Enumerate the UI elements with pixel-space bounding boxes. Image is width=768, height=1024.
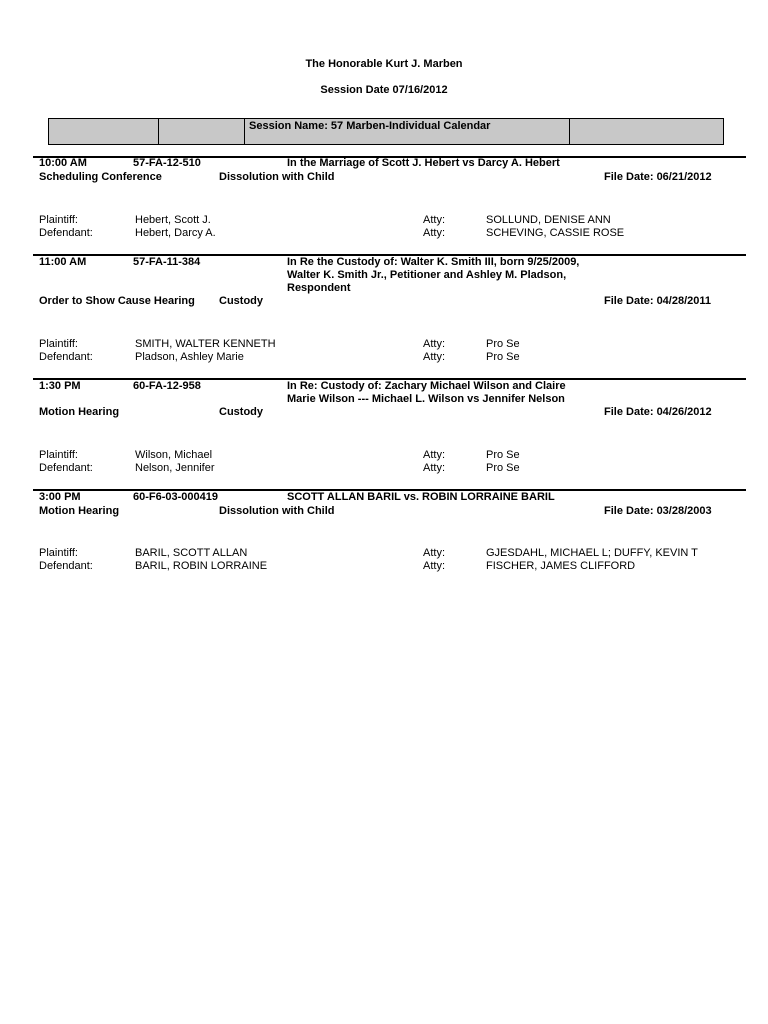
atty-label: Atty:	[423, 462, 446, 474]
session-banner	[48, 118, 724, 145]
defendant-label: Defendant:	[39, 462, 93, 474]
file-date: File Date: 03/28/2003	[604, 505, 712, 517]
file-date: File Date: 06/21/2012	[604, 171, 712, 183]
plaintiff-label: Plaintiff:	[39, 547, 78, 559]
plaintiff-atty: Pro Se	[486, 338, 520, 350]
defendant-label: Defendant:	[39, 227, 93, 239]
case-caption-line: In the Marriage of Scott J. Hebert vs Darcy A. Hebert	[287, 157, 560, 169]
plaintiff-label: Plaintiff:	[39, 214, 78, 226]
atty-label: Atty:	[423, 227, 446, 239]
defendant-atty: FISCHER, JAMES CLIFFORD	[486, 560, 636, 572]
plaintiff-name: Wilson, Michael	[135, 449, 213, 461]
case-caption-line: Walter K. Smith Jr., Petitioner and Ashley M. Pladson,	[287, 269, 567, 281]
hearing-type: Motion Hearing	[39, 406, 120, 418]
case-number: 60-F6-03-000419	[133, 491, 219, 503]
atty-label: Atty:	[423, 351, 446, 363]
banner-cell-session-name	[244, 119, 570, 144]
case-caption-line: Respondent	[287, 282, 351, 294]
case-caption-line: Marie Wilson --- Michael L. Wilson vs Jennifer Nelson	[287, 393, 565, 405]
judge-name: The Honorable Kurt J. Marben	[305, 58, 463, 70]
defendant-name: Nelson, Jennifer	[135, 462, 215, 474]
case-time: 3:00 PM	[39, 491, 81, 503]
session-name: Session Name: 57 Marben-Individual Calendar	[249, 120, 491, 132]
case-caption-line: In Re the Custody of: Walter K. Smith III, born 9/25/2009,	[287, 256, 580, 268]
case-type: Dissolution with Child	[219, 505, 335, 517]
hearing-type: Scheduling Conference	[39, 171, 162, 183]
case-number: 60-FA-12-958	[133, 380, 201, 392]
plaintiff-atty: Pro Se	[486, 449, 520, 461]
case-number: 57-FA-11-384	[133, 256, 201, 268]
file-date: File Date: 04/26/2012	[604, 406, 712, 418]
atty-label: Atty:	[423, 547, 446, 559]
plaintiff-name: BARIL, SCOTT ALLAN	[135, 547, 248, 559]
plaintiff-label: Plaintiff:	[39, 449, 78, 461]
plaintiff-name: SMITH, WALTER KENNETH	[135, 338, 276, 350]
defendant-atty: Pro Se	[486, 351, 520, 363]
case-type: Custody	[219, 406, 263, 418]
atty-label: Atty:	[423, 560, 446, 572]
atty-label: Atty:	[423, 214, 446, 226]
atty-label: Atty:	[423, 338, 446, 350]
case-time: 11:00 AM	[39, 256, 87, 268]
case-type: Dissolution with Child	[219, 171, 335, 183]
banner-cell-2	[158, 119, 245, 144]
case-caption-line: SCOTT ALLAN BARIL vs. ROBIN LORRAINE BARIL	[287, 491, 555, 503]
plaintiff-label: Plaintiff:	[39, 338, 78, 350]
defendant-name: BARIL, ROBIN LORRAINE	[135, 560, 268, 572]
case-type: Custody	[219, 295, 263, 307]
defendant-name: Pladson, Ashley Marie	[135, 351, 244, 363]
defendant-atty: SCHEVING, CASSIE ROSE	[486, 227, 625, 239]
plaintiff-atty: SOLLUND, DENISE ANN	[486, 214, 611, 226]
defendant-label: Defendant:	[39, 560, 93, 572]
plaintiff-atty: GJESDAHL, MICHAEL L; DUFFY, KEVIN T	[486, 547, 698, 559]
case-caption-line: In Re: Custody of: Zachary Michael Wilson and Claire	[287, 380, 566, 392]
plaintiff-name: Hebert, Scott J.	[135, 214, 211, 226]
banner-cell-1	[49, 119, 159, 144]
defendant-atty: Pro Se	[486, 462, 520, 474]
atty-label: Atty:	[423, 449, 446, 461]
case-time: 1:30 PM	[39, 380, 81, 392]
hearing-type: Motion Hearing	[39, 505, 120, 517]
defendant-name: Hebert, Darcy A.	[135, 227, 216, 239]
case-number: 57-FA-12-510	[133, 157, 201, 169]
defendant-label: Defendant:	[39, 351, 93, 363]
case-time: 10:00 AM	[39, 157, 87, 169]
file-date: File Date: 04/28/2011	[604, 295, 712, 307]
session-date: Session Date 07/16/2012	[320, 84, 448, 96]
hearing-type: Order to Show Cause Hearing	[39, 295, 195, 307]
